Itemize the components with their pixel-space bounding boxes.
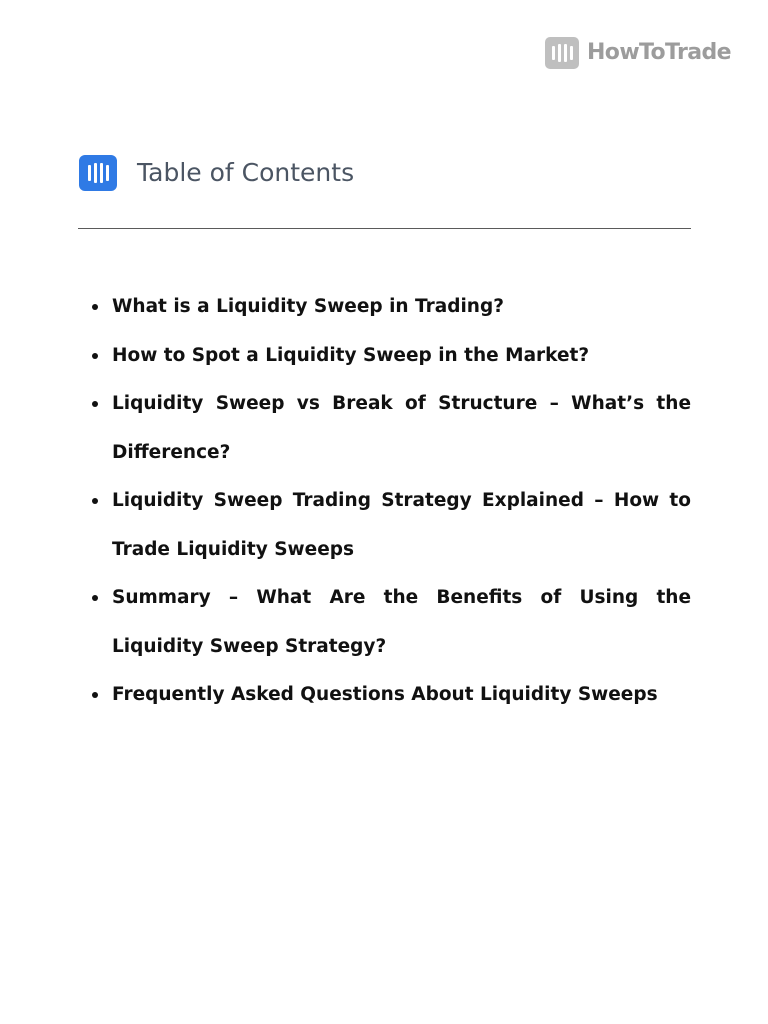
toc-item[interactable] bbox=[80, 574, 691, 671]
toc-item-label: What is a Liquidity Sweep in Trading? bbox=[112, 296, 504, 317]
toc-item[interactable] bbox=[80, 283, 691, 332]
brand-name: HowToTrade bbox=[587, 40, 732, 65]
bullet-icon bbox=[92, 692, 98, 698]
toc-item-label: Summary – What Are the Benefits of Using the Liquidity Sweep Strategy? bbox=[112, 587, 691, 657]
bullet-icon bbox=[92, 498, 98, 504]
bullet-icon bbox=[92, 304, 98, 310]
bullet-icon bbox=[92, 401, 98, 407]
toc-item-label: How to Spot a Liquidity Sweep in the Market? bbox=[112, 344, 590, 366]
toc-item[interactable] bbox=[80, 671, 691, 720]
bullet-icon bbox=[92, 353, 98, 359]
brand-logo[interactable] bbox=[545, 37, 731, 69]
toc-title: Table of Contents bbox=[137, 158, 355, 187]
toc-item-label: Frequently Asked Questions About Liquidity Sweeps bbox=[112, 684, 658, 705]
toc-list bbox=[80, 283, 691, 720]
toc-item-label: Liquidity Sweep vs Break of Structure – What’s the Difference? bbox=[112, 393, 691, 463]
bar-chart-icon bbox=[79, 155, 117, 191]
toc-item-label: Liquidity Sweep Trading Strategy Explained – How to Trade Liquidity Sweeps bbox=[112, 490, 691, 560]
toc-header bbox=[79, 155, 354, 191]
divider bbox=[78, 228, 691, 229]
toc-item[interactable] bbox=[80, 380, 691, 477]
bar-chart-icon bbox=[545, 37, 579, 69]
bullet-icon bbox=[92, 595, 98, 601]
toc-item[interactable] bbox=[80, 332, 691, 381]
toc-item[interactable] bbox=[80, 477, 691, 574]
